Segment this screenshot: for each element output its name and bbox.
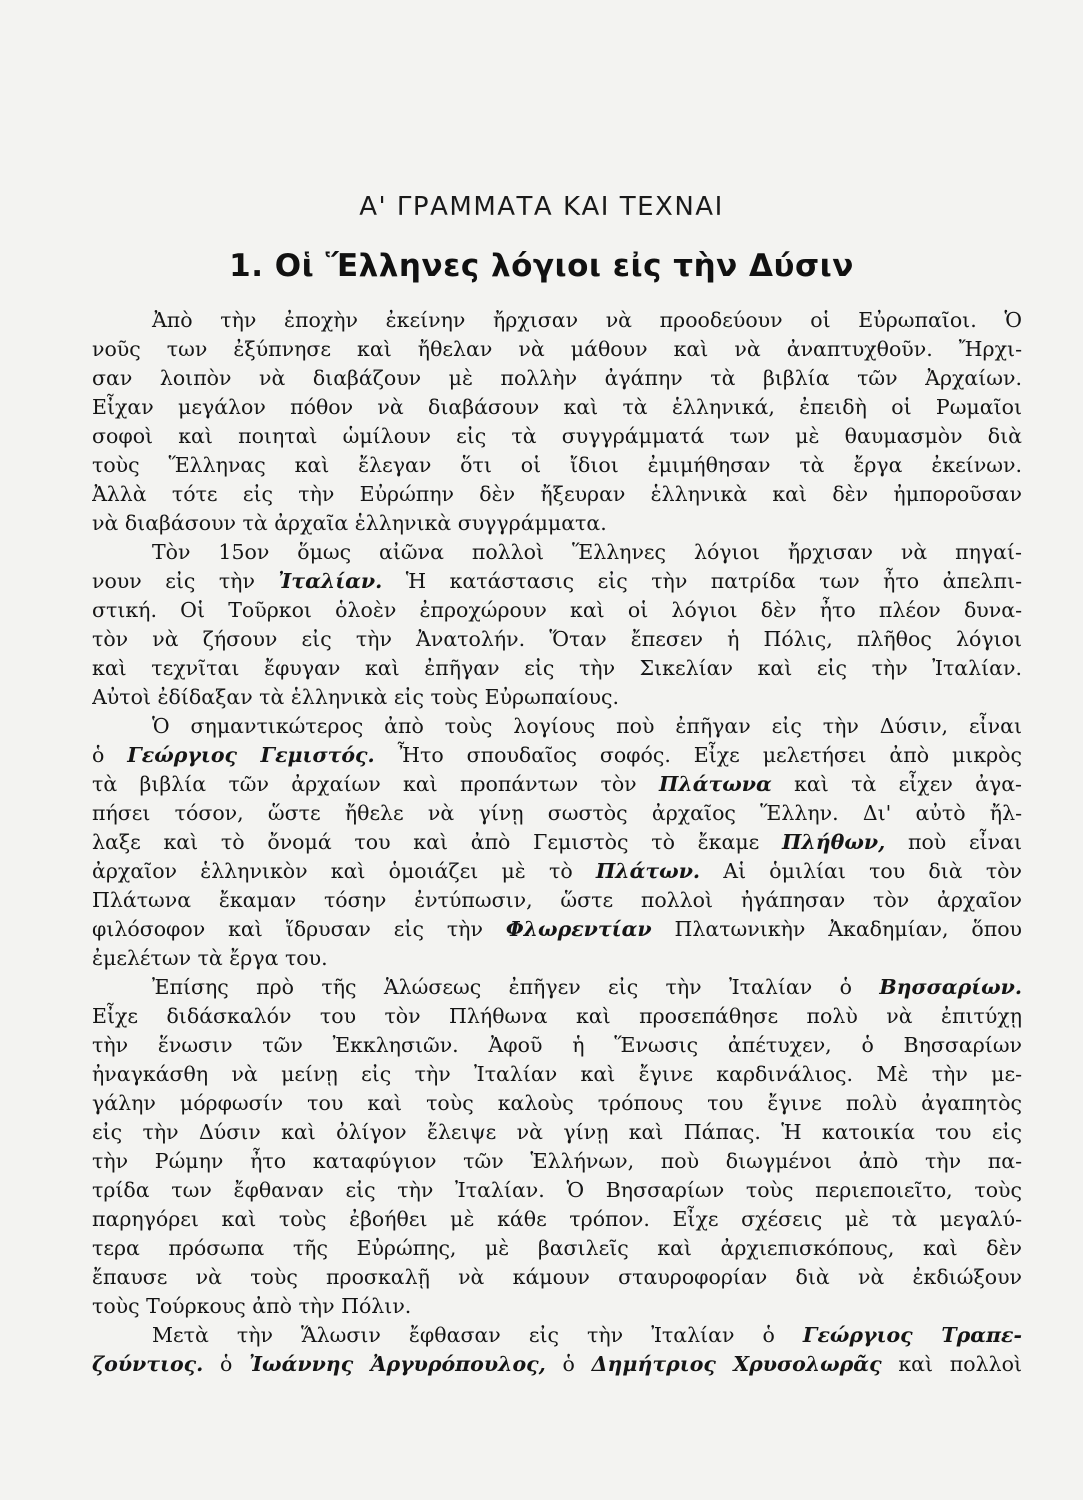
text-line xyxy=(92,306,1022,335)
text-run: Ἀπὸ τὴν ἐποχὴν ἐκείνην ἤρχισαν νὰ προοδεύουν οἱ Εὐρωπαῖοι. Ὁ xyxy=(152,308,1022,332)
emphasized-name: ζούντιος. xyxy=(92,1352,204,1376)
text-line xyxy=(92,364,1022,393)
text-run: τοὺς Ἕλληνας καὶ ἔλεγαν ὅτι οἱ ἴδιοι ἐμιμήθησαν τὰ ἔργα ἐκείνων. xyxy=(92,453,1022,477)
text-run: καὶ τὰ εἶχεν ἀγα- xyxy=(771,772,1022,796)
text-line xyxy=(92,451,1022,480)
text-run: τὰ βιβλία τῶν ἀρχαίων καὶ προπάντων τὸν xyxy=(92,772,659,796)
text-line xyxy=(92,567,1022,596)
text-run: Ὁ σημαντικώτερος ἀπὸ τοὺς λογίους ποὺ ἐπῆγαν εἰς τὴν Δύσιν, εἶναι xyxy=(152,714,1022,738)
text-run: ἠναγκάσθη νὰ μείνῃ εἰς τὴν Ἰταλίαν καὶ ἔγινε καρδινάλιος. Μὲ τὴν με- xyxy=(92,1062,1022,1086)
text-run: Εἶχαν μεγάλον πόθον νὰ διαβάσουν καὶ τὰ ἑλληνικά, ἐπειδὴ οἱ Ρωμαῖοι xyxy=(92,395,1022,419)
text-run: φιλόσοφον καὶ ἵδρυσαν εἰς τὴν xyxy=(92,917,506,941)
text-run: Εἶχε διδάσκαλόν του τὸν Πλήθωνα καὶ προσεπάθησε πολὺ νὰ ἐπιτύχῃ xyxy=(92,1004,1022,1028)
text-line xyxy=(92,422,1022,451)
emphasized-name: Πλήθων, xyxy=(782,830,886,854)
text-run: τρίδα των ἔφθαναν εἰς τὴν Ἰταλίαν. Ὁ Βησσαρίων τοὺς περιεποιεῖτο, τοὺς xyxy=(92,1178,1022,1202)
text-line xyxy=(92,1234,1022,1263)
text-run: ὁ xyxy=(545,1352,592,1376)
text-run: Ἀλλὰ τότε εἰς τὴν Εὐρώπην δὲν ἤξευραν ἑλληνικὰ καὶ δὲν ἠμποροῦσαν xyxy=(92,482,1022,506)
text-line xyxy=(92,973,1022,1002)
text-line xyxy=(92,1321,1022,1350)
text-run: Ἦτο σπουδαῖος σοφός. Εἶχε μελετήσει ἀπὸ μικρὸς xyxy=(374,743,1022,767)
text-run: καὶ πολλοὶ xyxy=(881,1352,1022,1376)
emphasized-name: Γεώργιος Γεμιστός. xyxy=(127,743,375,767)
text-line xyxy=(92,1205,1022,1234)
text-line xyxy=(92,596,1022,625)
text-run: καὶ τεχνῖται ἔφυγαν καὶ ἐπῆγαν εἰς τὴν Σικελίαν καὶ εἰς τὴν Ἰταλίαν. xyxy=(92,656,1022,680)
chapter-title: 1. Οἱ Ἕλληνες λόγιοι εἰς τὴν Δύσιν xyxy=(229,248,854,284)
text-line xyxy=(92,1292,1022,1321)
text-run: νοῦς των ἐξύπνησε καὶ ἤθελαν νὰ μάθουν καὶ νὰ ἀναπτυχθοῦν. Ἤρχι- xyxy=(92,337,1022,361)
text-run: σαν λοιπὸν νὰ διαβάζουν μὲ πολλὴν ἀγάπην τὰ βιβλία τῶν Ἀρχαίων. xyxy=(92,366,1022,390)
text-run: ἔπαυσε νὰ τοὺς προσκαλῇ νὰ κάμουν σταυροφορίαν διὰ νὰ ἐκδιώξουν xyxy=(92,1265,1022,1289)
text-run: τὸν νὰ ζήσουν εἰς τὴν Ἀνατολήν. Ὅταν ἔπεσεν ἡ Πόλις, πλῆθος λόγιοι xyxy=(92,627,1022,651)
text-run: Μετὰ τὴν Ἅλωσιν ἔφθασαν εἰς τὴν Ἰταλίαν ὁ xyxy=(152,1323,803,1347)
text-line xyxy=(92,1263,1022,1292)
emphasized-name: Πλάτωνα xyxy=(658,772,772,796)
text-line xyxy=(92,828,1022,857)
text-line xyxy=(92,538,1022,567)
text-line xyxy=(92,335,1022,364)
text-run: Τὸν 15ον ὅμως αἰῶνα πολλοὶ Ἕλληνες λόγιοι ἤρχισαν νὰ πηγαί- xyxy=(152,540,1022,564)
text-line xyxy=(92,1060,1022,1089)
text-line xyxy=(92,944,1022,973)
text-line xyxy=(92,915,1022,944)
emphasized-name: Φλωρεντίαν xyxy=(505,917,652,941)
text-line xyxy=(92,1176,1022,1205)
text-run: λαξε καὶ τὸ ὄνομά του καὶ ἀπὸ Γεμιστὸς τὸ ἔκαμε xyxy=(92,830,783,854)
text-line xyxy=(92,741,1022,770)
text-run: πήσει τόσον, ὥστε ἤθελε νὰ γίνῃ σωστὸς ἀρχαῖος Ἕλλην. Δι' αὐτὸ ἤλ- xyxy=(92,801,1022,825)
text-run: ποὺ εἶναι xyxy=(885,830,1022,854)
text-run: Ἡ κατάστασις εἰς τὴν πατρίδα των ἦτο ἀπελπι- xyxy=(382,569,1022,593)
text-run: ὁ xyxy=(203,1352,250,1376)
text-run: γάλην μόρφωσίν του καὶ τοὺς καλοὺς τρόπους του ἔγινε πολὺ ἀγαπητὸς xyxy=(92,1091,1022,1115)
text-line xyxy=(92,509,1022,538)
text-run: τὴν ἕνωσιν τῶν Ἐκκλησιῶν. Ἀφοῦ ἡ Ἕνωσις ἀπέτυχεν, ὁ Βησσαρίων xyxy=(92,1033,1022,1057)
text-run: παρηγόρει καὶ τοὺς ἐβοήθει μὲ κάθε τρόπον. Εἶχε σχέσεις μὲ τὰ μεγαλύ- xyxy=(92,1207,1022,1231)
text-run: σοφοὶ καὶ ποιηταὶ ὡμίλουν εἰς τὰ συγγράμματά των μὲ θαυμασμὸν διὰ xyxy=(92,424,1022,448)
text-line xyxy=(92,654,1022,683)
text-line xyxy=(92,1350,1022,1379)
emphasized-name: Βησσαρίων. xyxy=(879,975,1022,999)
text-line xyxy=(92,683,1022,712)
text-run: τερα πρόσωπα τῆς Εὐρώπης, μὲ βασιλεῖς καὶ ἀρχιεπισκόπους, καὶ δὲν xyxy=(92,1236,1022,1260)
text-run: νὰ διαβάσουν τὰ ἀρχαῖα ἑλληνικὰ συγγράμματα. xyxy=(92,511,607,535)
emphasized-name: Ἰταλίαν. xyxy=(278,569,383,593)
text-run: ἐμελέτων τὰ ἔργα του. xyxy=(92,946,328,970)
body-text xyxy=(92,306,1022,1379)
text-run: ἀρχαῖον ἑλληνικὸν καὶ ὁμοιάζει μὲ τὸ xyxy=(92,859,596,883)
emphasized-name: Γεώργιος Τραπε- xyxy=(802,1323,1022,1347)
text-run: τὴν Ρώμην ἦτο καταφύγιον τῶν Ἑλλήνων, ποὺ διωγμένοι ἀπὸ τὴν πα- xyxy=(92,1149,1022,1173)
text-run: ὁ xyxy=(92,743,128,767)
text-line xyxy=(92,1147,1022,1176)
text-run: Αἱ ὁμιλίαι του διὰ τὸν xyxy=(700,859,1022,883)
text-run: στική. Οἱ Τοῦρκοι ὁλοὲν ἐπροχώρουν καὶ οἱ λόγιοι δὲν ἦτο πλέον δυνα- xyxy=(92,598,1022,622)
text-line xyxy=(92,480,1022,509)
text-line xyxy=(92,393,1022,422)
text-line xyxy=(92,1002,1022,1031)
text-line xyxy=(92,857,1022,886)
text-run: Αὐτοὶ ἐδίδαξαν τὰ ἑλληνικὰ εἰς τοὺς Εὐρωπαίους. xyxy=(92,685,619,709)
text-line xyxy=(92,712,1022,741)
text-line xyxy=(92,770,1022,799)
text-run: Πλατωνικὴν Ἀκαδημίαν, ὅπου xyxy=(651,917,1022,941)
text-run: εἰς τὴν Δύσιν καὶ ὀλίγον ἔλειψε νὰ γίνῃ καὶ Πάπας. Ἡ κατοικία του εἰς xyxy=(92,1120,1022,1144)
text-run: τοὺς Τούρκους ἀπὸ τὴν Πόλιν. xyxy=(92,1294,412,1318)
text-line xyxy=(92,799,1022,828)
text-line xyxy=(92,886,1022,915)
text-line xyxy=(92,1118,1022,1147)
emphasized-name: Δημήτριος Χρυσολωρᾶς xyxy=(591,1352,882,1376)
text-run: νουν εἰς τὴν xyxy=(92,569,279,593)
text-run: Πλάτωνα ἔκαμαν τόσην ἐντύπωσιν, ὥστε πολλοὶ ἠγάπησαν τὸν ἀρχαῖον xyxy=(92,888,1022,912)
text-run: Ἐπίσης πρὸ τῆς Ἁλώσεως ἐπῆγεν εἰς τὴν Ἰταλίαν ὁ xyxy=(152,975,880,999)
emphasized-name: Ἰωάννης Ἀργυρόπουλος, xyxy=(249,1352,546,1376)
text-line xyxy=(92,1089,1022,1118)
section-title: Α' ΓΡΑΜΜΑΤΑ ΚΑΙ ΤΕΧΝΑΙ xyxy=(359,192,724,222)
text-line xyxy=(92,1031,1022,1060)
emphasized-name: Πλάτων. xyxy=(595,859,701,883)
text-line xyxy=(92,625,1022,654)
